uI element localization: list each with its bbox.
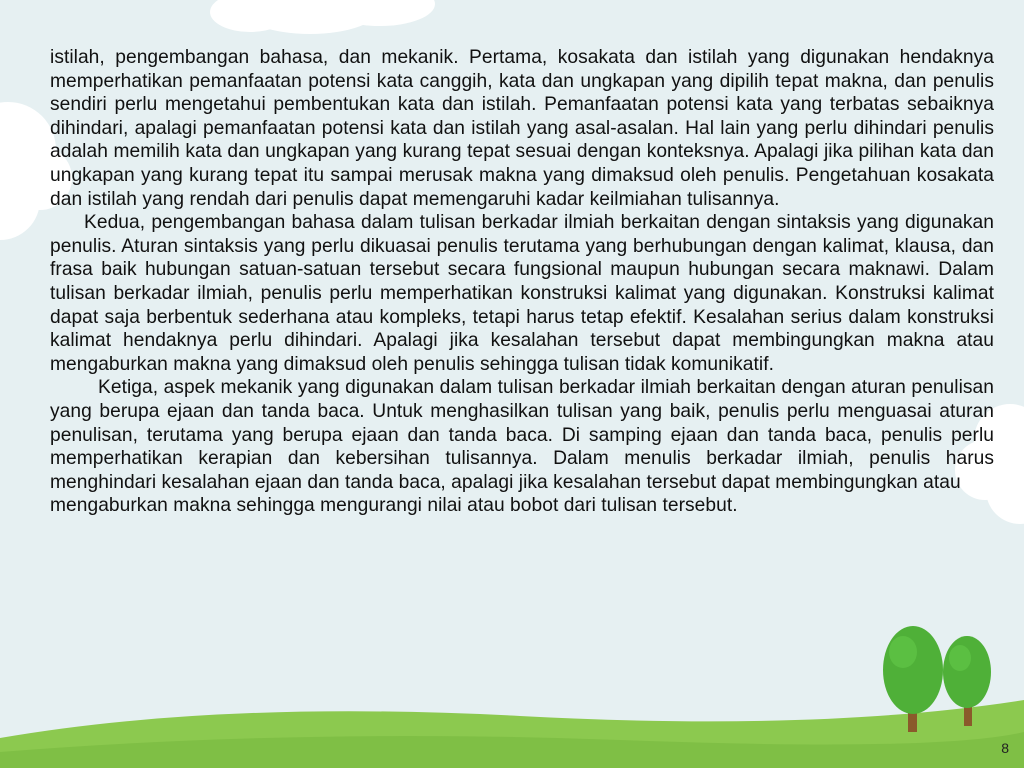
paragraph-1: istilah, pengembangan bahasa, dan mekanik. Pertama, kosakata dan istilah yang digunakan hendaknya memperhatikan pemanfaatan potensi kata canggih, kata dan ungkapan yang dipilih tepat makna, dan penulis sendiri perlu mengetahui pembentukan kata dan istilah. Pemanfaatan potensi kata yang terbatas sebaiknya dihindari, apalagi pemanfaatan potensi kata dan istilah yang asal-asalan. Hal lain yang perlu dihindari penulis adalah memilih kata dan ungkapan yang kurang tepat sesuai dengan konteksnya. Apalagi jika pilihan kata dan ungkapan yang kurang tepat itu sampai merusak makna yang dimaksud oleh penulis. Pengetahuan kosakata dan istilah yang rendah dari penulis dapat memengaruhi kadar keilmiahan tulisannya. [50,47,994,210]
document-body [50,46,994,518]
paragraph-3 [50,376,994,518]
paragraph-2: Kedua, pengembangan bahasa dalam tulisan berkadar ilmiah berkaitan dengan sintaksis yang digunakan penulis. Aturan sintaksis yang perlu dikuasai penulis terutama yang berhubungan dengan kalimat, klausa, dan frasa baik hubungan satuan-satuan tersebut secara fungsional maupun hubungan secara maknawi. Dalam tulisan berkadar ilmiah, penulis perlu memperhatikan konstruksi kalimat yang digunakan. Konstruksi kalimat dapat saja berbentuk sederhana atau kompleks, tetapi harus tetap efektif. Kesalahan serius dalam konstruksi kalimat hendaknya perlu dihindari. Apalagi jika kesalahan tersebut dapat membingungkan makna atau mengaburkan makna yang dimaksud oleh penulis sehingga tulisan tidak komunikatif. [50,212,994,375]
page-number: 8 [1001,740,1009,756]
paragraph-3-last-line: mengaburkan makna sehingga mengurangi nilai atau bobot dari tulisan tersebut. [50,495,738,517]
paragraph-3-main: Ketiga, aspek mekanik yang digunakan dalam tulisan berkadar ilmiah berkaitan dengan aturan penulisan yang berupa ejaan dan tanda baca. Untuk menghasilkan tulisan yang baik, penulis perlu menguasai aturan penulisan, terutama yang berupa ejaan dan tanda baca. Di samping ejaan dan tanda baca, penulis perlu memperhatikan kerapian dan kebersihan tulisannya. Dalam menulis berkadar ilmiah, penulis harus menghindari kesalahan ejaan dan tanda baca, apalagi jika kesalahan tersebut dapat membingungkan atau [50,377,994,493]
